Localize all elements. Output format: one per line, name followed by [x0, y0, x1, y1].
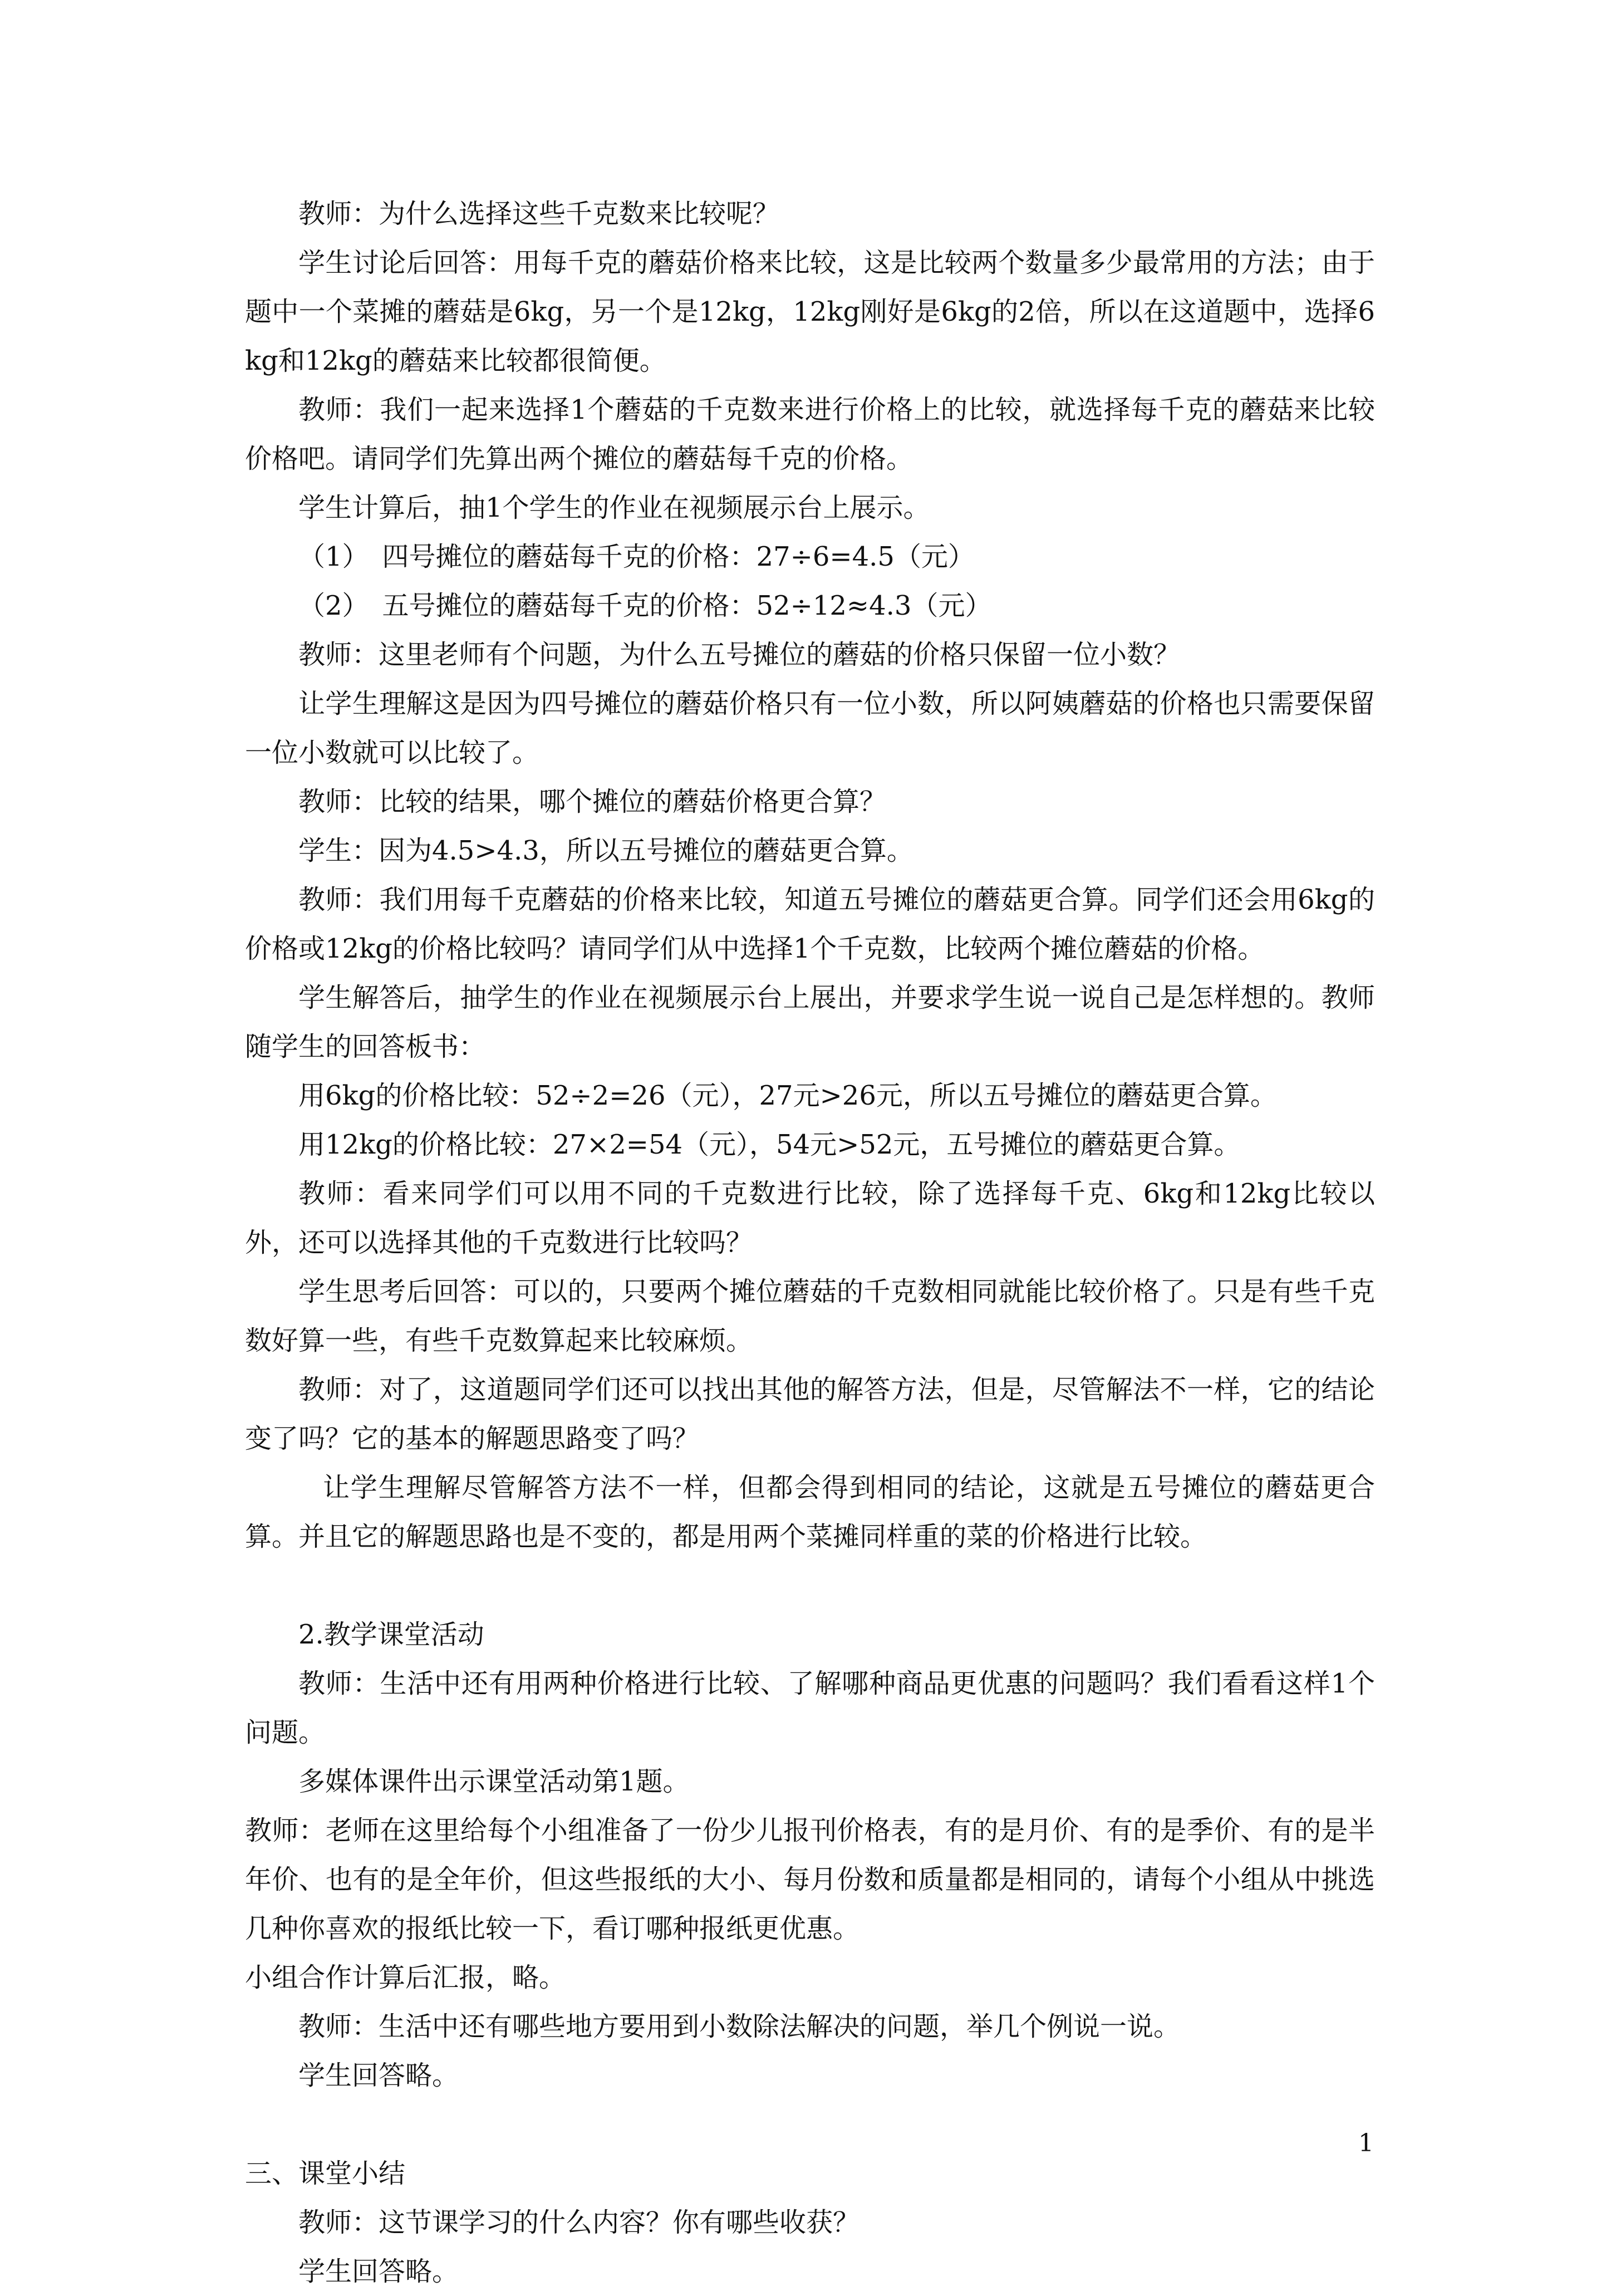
paragraph: 教师：生活中还有用两种价格进行比较、了解哪种商品更优惠的问题吗？我们看看这样1个问题。: [245, 1668, 1375, 1748]
list-item: （1） 四号摊位的蘑菇每千克的价格：27÷6=4.5（元）: [298, 541, 975, 572]
paragraph: 教师：我们一起来选择1个蘑菇的千克数来进行价格上的比较，就选择每千克的蘑菇来比较价格吧。请同学们先算出两个摊位的蘑菇每千克的价格。: [245, 394, 1375, 474]
paragraph: 多媒体课件出示课堂活动第1题。: [298, 1766, 690, 1797]
paragraph: 用12kg的价格比较：27×2=54（元），54元>52元，五号摊位的蘑菇更合算。: [298, 1129, 1241, 1160]
section-heading: 2.教学课堂活动: [298, 1619, 484, 1650]
paragraph: 让学生理解尽管解答方法不一样，但都会得到相同的结论，这就是五号摊位的蘑菇更合算。并且它的解题思路也是不变的，都是用两个菜摊同样重的菜的价格进行比较。: [245, 1472, 1375, 1552]
paragraph: 用6kg的价格比较：52÷2=26（元），27元>26元，所以五号摊位的蘑菇更合算。: [298, 1080, 1277, 1111]
paragraph: 学生回答略。: [298, 2060, 459, 2091]
paragraph: 学生思考后回答：可以的，只要两个摊位蘑菇的千克数相同就能比较价格了。只是有些千克数好算一些，有些千克数算起来比较麻烦。: [245, 1276, 1375, 1356]
paragraph: 教师：我们用每千克蘑菇的价格来比较，知道五号摊位的蘑菇更合算。同学们还会用6kg的价格或12kg的价格比较吗？请同学们从中选择1个千克数，比较两个摊位蘑菇的价格。: [245, 884, 1375, 964]
paragraph: 学生回答略。: [298, 2256, 459, 2287]
paragraph: 让学生理解这是因为四号摊位的蘑菇价格只有一位小数，所以阿姨蘑菇的价格也只需要保留一位小数就可以比较了。: [245, 688, 1375, 768]
paragraph: 教师：对了，这道题同学们还可以找出其他的解答方法，但是，尽管解法不一样，它的结论变了吗？它的基本的解题思路变了吗？: [245, 1374, 1375, 1454]
paragraph: 学生讨论后回答：用每千克的蘑菇价格来比较，这是比较两个数量多少最常用的方法；由于题中一个菜摊的蘑菇是6kg，另一个是12kg，12kg刚好是6kg的2倍，所以在这道题中，选择6kg和12kg的蘑菇来比较都很简便。: [245, 247, 1375, 376]
paragraph: 教师：生活中还有哪些地方要用到小数除法解决的问题，举几个例说一说。: [298, 2011, 1181, 2042]
paragraph: 学生解答后，抽学生的作业在视频展示台上展出，并要求学生说一说自己是怎样想的。教师随学生的回答板书：: [245, 982, 1375, 1062]
paragraph: 学生：因为4.5>4.3，所以五号摊位的蘑菇更合算。: [298, 835, 913, 866]
section-heading: 三、课堂小结: [245, 2158, 406, 2189]
paragraph: 教师：这节课学习的什么内容？你有哪些收获？: [298, 2207, 860, 2238]
paragraph: 教师：为什么选择这些千克数来比较呢？: [298, 198, 780, 229]
document-body: [245, 189, 1375, 2296]
paragraph: 学生计算后，抽1个学生的作业在视频展示台上展示。: [298, 492, 930, 523]
paragraph: 教师：看来同学们可以用不同的千克数进行比较，除了选择每千克、6kg和12kg比较以外，还可以选择其他的千克数进行比较吗？: [245, 1178, 1375, 1258]
page-number: 1: [1358, 2129, 1374, 2157]
paragraph: 教师：比较的结果，哪个摊位的蘑菇价格更合算？: [298, 786, 887, 817]
list-item: （2） 五号摊位的蘑菇每千克的价格：52÷12≈4.3（元）: [298, 590, 992, 621]
paragraph: 教师：这里老师有个问题，为什么五号摊位的蘑菇的价格只保留一位小数？: [298, 639, 1181, 670]
paragraph: 教师：老师在这里给每个小组准备了一份少儿报刊价格表，有的是月价、有的是季价、有的是半年价、也有的是全年价，但这些报纸的大小、每月份数和质量都是相同的，请每个小组从中挑选几种你喜欢的报纸比较一下，看订哪种报纸更优惠。: [245, 1815, 1375, 1944]
paragraph: 小组合作计算后汇报，略。: [245, 1962, 566, 1993]
